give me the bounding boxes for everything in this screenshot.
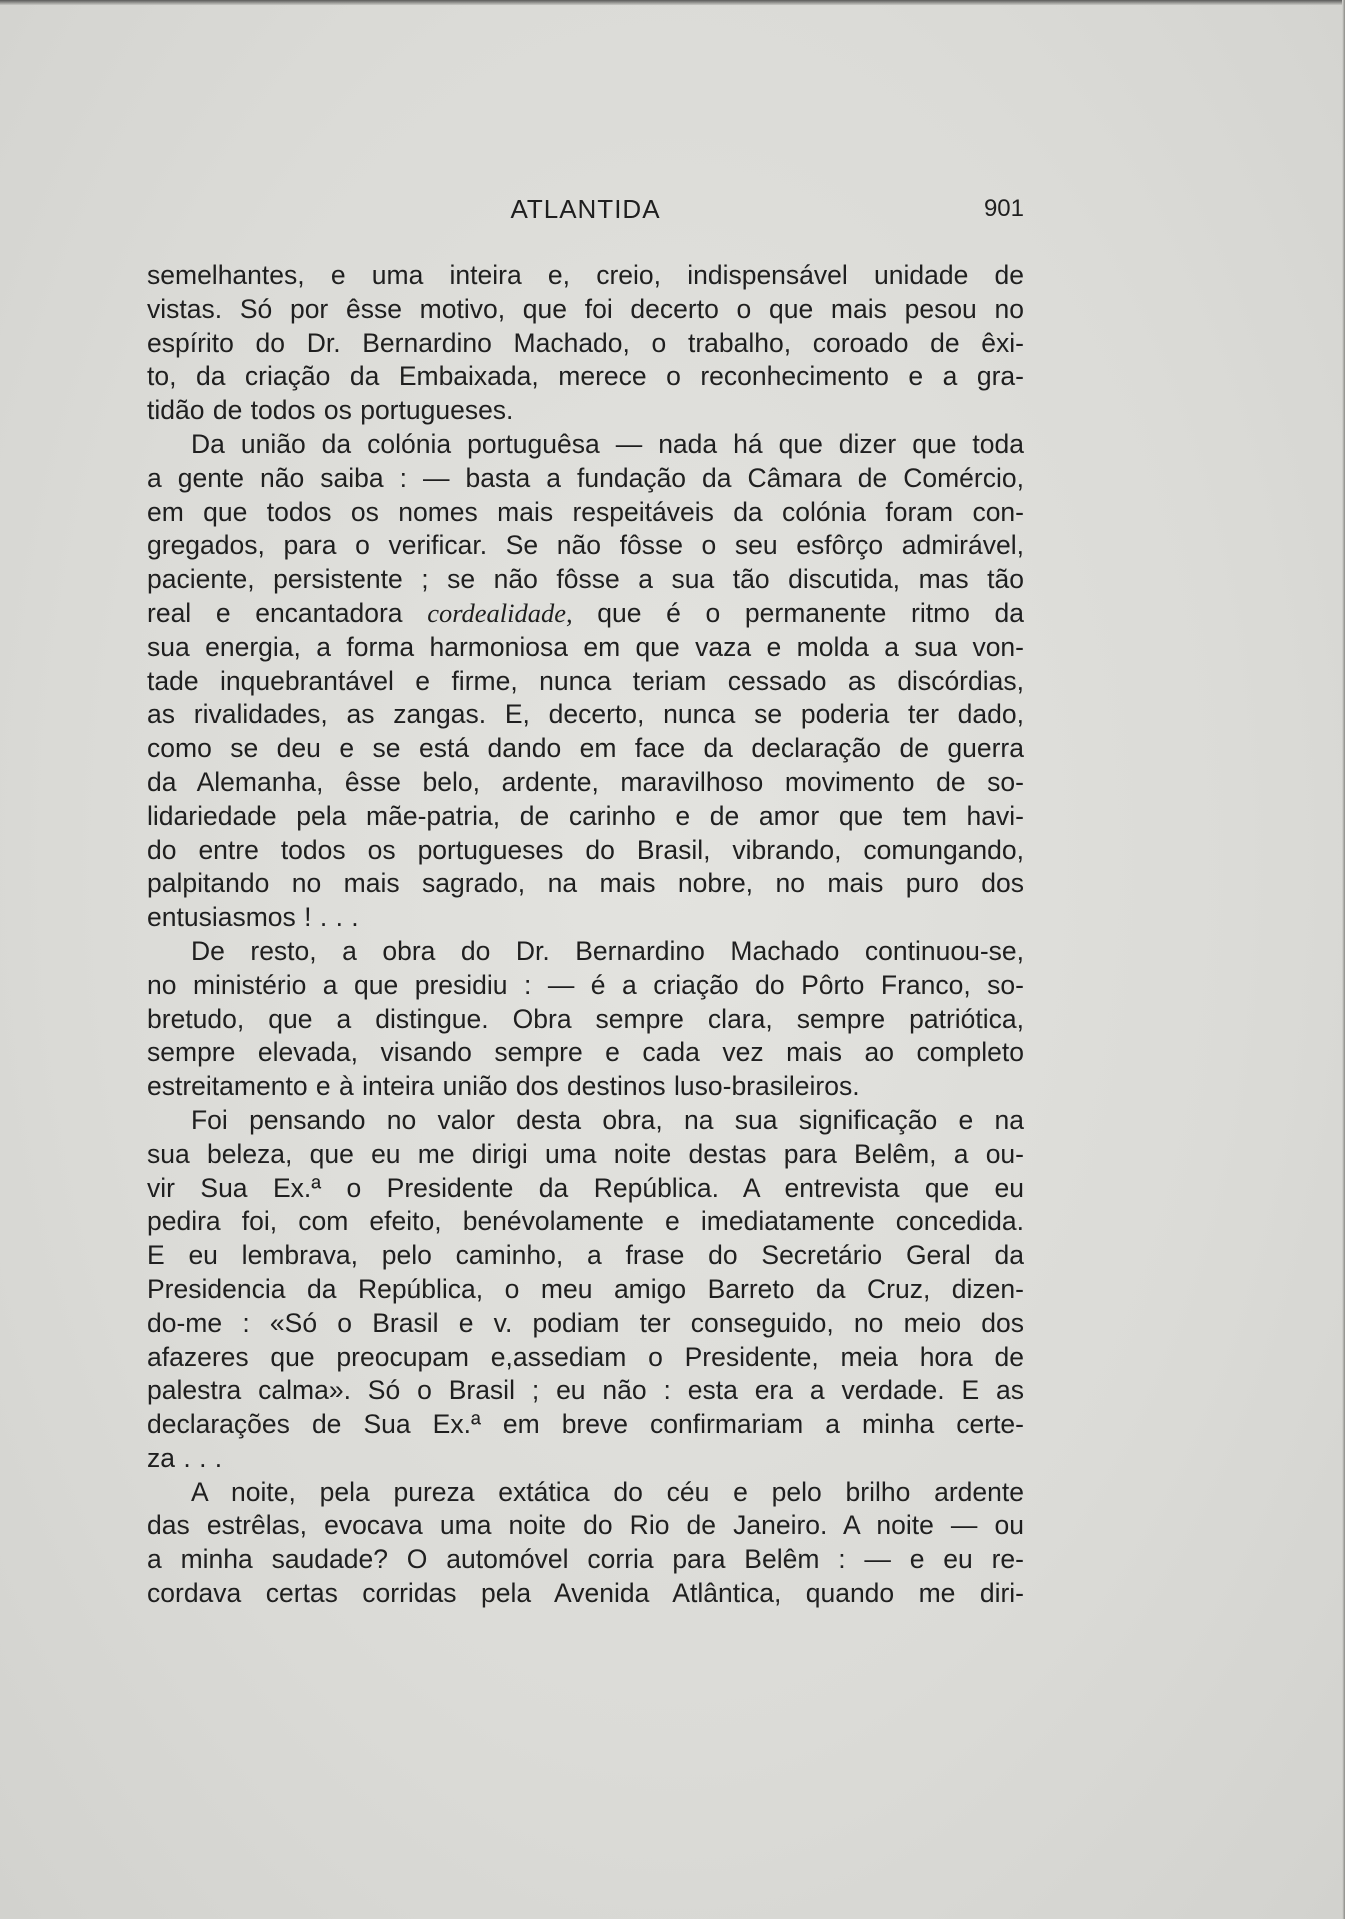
- page-number: 901: [983, 195, 1024, 222]
- text-line: palpitando no mais sagrado, na mais nobre, no mais puro dos: [147, 868, 1024, 899]
- text-line: [147, 597, 1024, 631]
- text-line: to, da criação da Embaixada, merece o reconhecimento e a gra-: [147, 361, 1024, 392]
- text-line: do-me : «Só o Brasil e v. podiam ter conseguido, no meio dos: [147, 1307, 1024, 1338]
- text-line: espírito do Dr. Bernardino Machado, o trabalho, coroado de êxi-: [147, 327, 1024, 358]
- text-line: da Alemanha, êsse belo, ardente, maravilhoso movimento de so-: [147, 766, 1024, 797]
- text-line: das estrêlas, evocava uma noite do Rio de Janeiro. A noite — ou: [147, 1510, 1024, 1541]
- running-header: [147, 192, 1024, 226]
- text-line: bretudo, que a distingue. Obra sempre clara, sempre patriótica,: [147, 1003, 1024, 1034]
- text-line: gregados, para o verificar. Se não fôsse o seu esfôrço admirável,: [147, 530, 1024, 561]
- text-line: sua energia, a forma harmoniosa em que vaza e molda a sua von-: [147, 631, 1024, 662]
- text-line: E eu lembrava, pelo caminho, a frase do Secretário Geral da: [147, 1240, 1024, 1271]
- text-line: cordava certas corridas pela Avenida Atlântica, quando me diri-: [147, 1578, 1024, 1609]
- text-line-segment: que é o permanente ritmo da: [572, 597, 1024, 628]
- text-line: tade inquebrantável e firme, nunca teriam cessado as discórdias,: [147, 665, 1024, 696]
- text-line: vir Sua Ex.ª o Presidente da República. A entrevista que eu: [147, 1172, 1024, 1203]
- text-line: entusiasmos ! . . .: [147, 902, 359, 933]
- text-line: A noite, pela pureza extática do céu e pelo brilho ardente: [191, 1476, 1024, 1507]
- text-line: do entre todos os portugueses do Brasil, vibrando, comungando,: [147, 834, 1024, 865]
- text-line: as rivalidades, as zangas. E, decerto, nunca se poderia ter dado,: [147, 699, 1024, 730]
- text-line: estreitamento e à inteira união dos destinos luso-brasileiros.: [147, 1071, 860, 1102]
- text-line: declarações de Sua Ex.ª em breve confirmariam a minha certe-: [147, 1409, 1024, 1440]
- italic-word: cordealidade,: [427, 597, 573, 628]
- text-line: semelhantes, e uma inteira e, creio, indispensável unidade de: [147, 260, 1024, 290]
- text-line: za . . .: [147, 1442, 223, 1473]
- text-line: vistas. Só por êsse motivo, que foi decerto o que mais pesou no: [147, 293, 1024, 324]
- text-line: Presidencia da República, o meu amigo Barreto da Cruz, dizen-: [147, 1273, 1024, 1304]
- text-line: no ministério a que presidiu : — é a criação do Pôrto Franco, so-: [147, 969, 1024, 1000]
- text-line: tidão de todos os portugueses.: [147, 395, 514, 426]
- text-line: Foi pensando no valor desta obra, na sua significação e na: [191, 1104, 1024, 1135]
- text-line-segment: real e encantadora: [147, 597, 428, 628]
- text-line: sua beleza, que eu me dirigi uma noite destas para Belêm, a ou-: [147, 1138, 1024, 1169]
- text-line: palestra calma». Só o Brasil ; eu não : esta era a verdade. E as: [147, 1375, 1024, 1406]
- text-line: paciente, persistente ; se não fôsse a sua tão discutida, mas tão: [147, 564, 1024, 595]
- text-line: lidariedade pela mãe-patria, de carinho e de amor que tem havi-: [147, 800, 1024, 831]
- text-line: Da união da colónia portuguêsa — nada há que dizer que toda: [191, 428, 1024, 459]
- running-title: ATLANTIDA: [510, 194, 661, 224]
- text-line: afazeres que preocupam e,assediam o Presidente, meia hora de: [147, 1341, 1024, 1372]
- text-line: sempre elevada, visando sempre e cada vez mais ao completo: [147, 1037, 1024, 1068]
- body-text: [147, 259, 1024, 1611]
- text-line: a gente não saiba : — basta a fundação da Câmara de Comércio,: [147, 462, 1024, 493]
- page-top-edge-shadow: [0, 0, 1345, 5]
- text-line: pedira foi, com efeito, benévolamente e imediatamente concedida.: [147, 1206, 1024, 1237]
- text-line: De resto, a obra do Dr. Bernardino Machado continuou-se,: [191, 935, 1024, 966]
- text-line: como se deu e se está dando em face da declaração de guerra: [147, 733, 1024, 764]
- text-line: a minha saudade? O automóvel corria para Belêm : — e eu re-: [147, 1544, 1024, 1575]
- text-line: em que todos os nomes mais respeitáveis da colónia foram con-: [147, 496, 1024, 527]
